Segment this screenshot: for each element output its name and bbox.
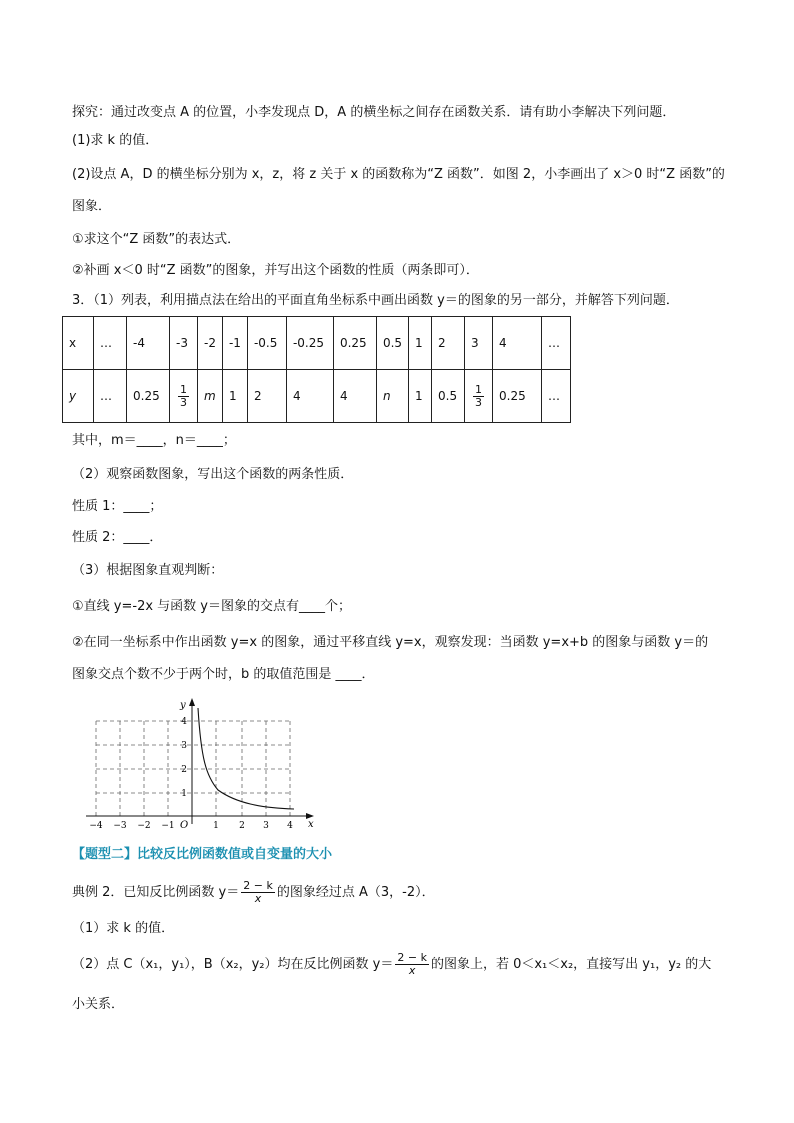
function-curve [198, 708, 294, 809]
table-cell [465, 370, 493, 423]
table-cell: … [94, 370, 127, 423]
origin-label: O [180, 820, 189, 831]
question-2: (2)设点 A，D 的横坐标分别为 x，z，将 z 关于 x 的函数称为“Z 函数”．如图 2，小李画出了 x＞0 时“Z 函数”的 [72, 167, 725, 182]
question-3-3-2-cont: 图象交点个数不少于两个时，b 的取值范围是 ____． [72, 667, 375, 682]
x-tick-label: 2 [239, 821, 245, 831]
table-row-x [63, 317, 571, 370]
property-1: 性质 1：____； [72, 499, 163, 514]
y-axis-arrow [189, 698, 195, 706]
question-3-3-1: ①直线 y=-2x 与函数 y＝图象的交点有____个； [72, 599, 351, 614]
fraction: $\frac{2 - k}{x}$ [243, 879, 273, 905]
table-cell: 0.25 [333, 317, 376, 370]
table-cell: … [542, 370, 571, 423]
y-tick-label: 1 [181, 789, 187, 799]
table-cell: 0.25 [493, 370, 542, 423]
table-cell: … [94, 317, 127, 370]
grid-lines [96, 721, 290, 816]
intro-line: 探究：通过改变点 A 的位置，小李发现点 D，A 的横坐标之间存在函数关系．请有助小李解决下列问题． [72, 105, 676, 120]
table-cell: -1 [222, 317, 247, 370]
y-tick-labels [181, 717, 187, 799]
table-cell: 4 [286, 370, 333, 423]
table-cell: 1 [222, 370, 247, 423]
example-2: 典例 2．已知反比例函数 y＝ $\frac{2 - k}{x}$ 的图象经过点 A（3，-2）． [72, 879, 435, 905]
table-cell [170, 370, 198, 423]
table-cell: … [542, 317, 571, 370]
property-2: 性质 2：____． [72, 530, 163, 545]
table-cell: -4 [127, 317, 170, 370]
y-tick-label: 2 [181, 765, 187, 775]
question-2-1: ①求这个“Z 函数”的表达式． [72, 232, 241, 247]
y-axis-label: y [180, 700, 186, 711]
y-tick-label: 4 [181, 717, 187, 727]
table-cell: 0.25 [127, 370, 170, 423]
table-cell: 3 [465, 317, 493, 370]
x-tick-label: 3 [263, 821, 269, 831]
table-cell: -0.25 [286, 317, 333, 370]
section-title: 【题型二】比较反比例函数值或自变量的大小 [72, 847, 333, 862]
problem-3-head: 3．（1）列表，利用描点法在给出的平面直角坐标系中画出函数 y＝的图象的另一部分，并解答下列问题． [72, 293, 679, 308]
table-cell: y [63, 370, 94, 423]
question-2-cont: 图象． [72, 199, 112, 214]
question-3-3: （3）根据图象直观判断： [72, 563, 224, 578]
table-cell: m [198, 370, 223, 423]
fraction: $\frac{2 - k}{x}$ [397, 951, 427, 977]
table-cell: 4 [333, 370, 376, 423]
table-cell: 2 [247, 370, 286, 423]
table-cell: -0.5 [247, 317, 286, 370]
x-tick-label: −1 [161, 821, 175, 831]
x-tick-label: 4 [287, 821, 293, 831]
table-cell: 0.5 [432, 370, 465, 423]
table-cell: 1 [409, 370, 432, 423]
table-row-y [63, 370, 571, 423]
x-tick-label: 1 [213, 821, 219, 831]
x-tick-labels [89, 821, 293, 831]
example-2-part-2-cont: 小关系． [72, 997, 125, 1012]
table-cell: 0.5 [376, 317, 408, 370]
table-cell: 4 [493, 317, 542, 370]
example-2-part-2: （2）点 C（x₁，y₁），B（x₂，y₂）均在反比例函数 y＝ $\frac{2 - k}{x}$ 的图象上，若 0＜x₁＜x₂，直接写出 y₁，y₂ 的大 [72, 951, 712, 977]
x-axis-label: x [308, 819, 314, 830]
fraction: $\frac{1}{3}$ [475, 382, 483, 409]
question-3-2: （2）观察函数图象，写出这个函数的两条性质． [72, 467, 354, 482]
blanks-line: 其中，m＝____，n＝____； [72, 433, 236, 448]
question-1: (1)求 k 的值． [72, 133, 159, 148]
x-tick-label: −3 [113, 821, 127, 831]
table-cell: -3 [170, 317, 198, 370]
table-cell: -2 [198, 317, 223, 370]
question-2-2: ②补画 x＜0 时“Z 函数”的图象，并写出这个函数的性质（两条即可）． [72, 263, 479, 278]
table-cell: 1 [409, 317, 432, 370]
x-tick-label: −4 [89, 821, 103, 831]
x-tick-label: −2 [137, 821, 151, 831]
fraction: $\frac{1}{3}$ [180, 382, 187, 409]
table-cell: 2 [432, 317, 465, 370]
question-3-3-2: ②在同一坐标系中作出函数 y=x 的图象，通过平移直线 y=x，观察发现：当函数 y=x+b 的图象与函数 y＝的 [72, 635, 709, 650]
example-2-part-1: （1）求 k 的值． [72, 921, 175, 936]
function-graph [86, 696, 326, 834]
y-tick-label: 3 [181, 741, 187, 751]
value-table [62, 316, 571, 423]
table-cell: x [63, 317, 94, 370]
table-cell: n [376, 370, 408, 423]
